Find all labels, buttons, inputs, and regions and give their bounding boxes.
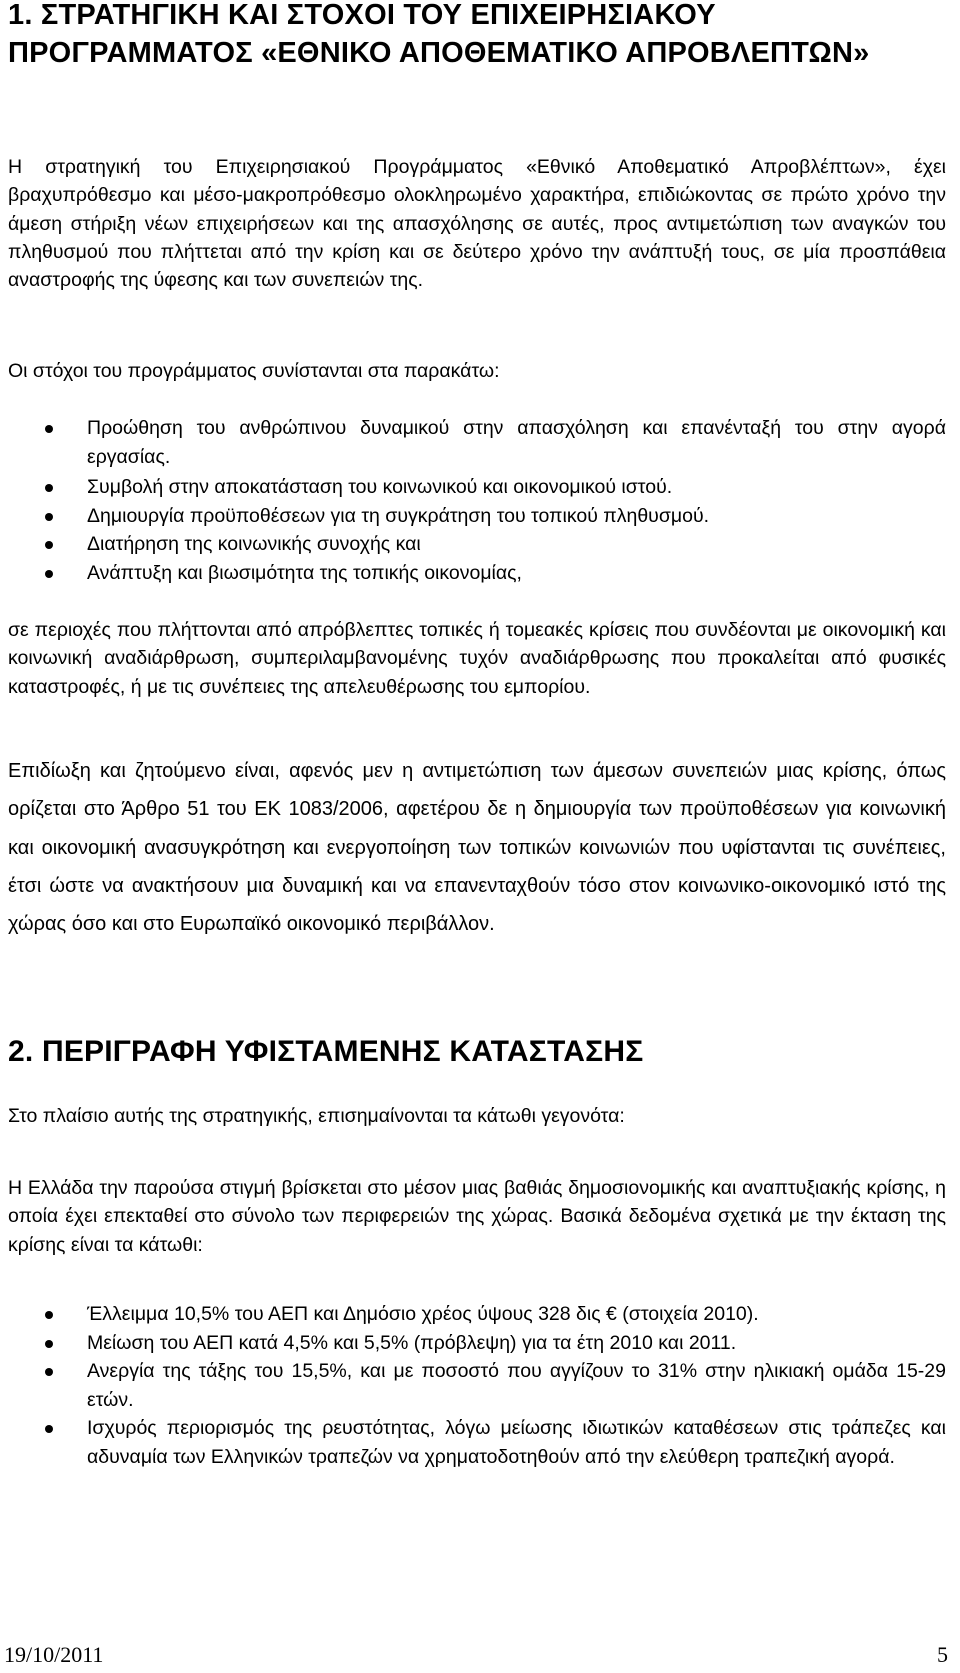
objectives-intro: Οι στόχοι του προγράμματος συνίστανται στα παρακάτω: xyxy=(8,360,500,382)
bullet-icon xyxy=(45,570,53,578)
bullet-icon xyxy=(45,1311,53,1319)
list-item-text: Συμβολή στην αποκατάσταση του κοινωνικού και οικονομικού ιστού. xyxy=(87,476,673,498)
bullet-icon xyxy=(45,1340,53,1348)
bullet-icon xyxy=(45,1368,53,1376)
list-item xyxy=(0,1414,960,1471)
section-2-intro: Στο πλαίσιο αυτής της στρατηγικής, επισημαίνονται τα κάτωθι γεγονότα: xyxy=(8,1105,625,1127)
bullet-icon xyxy=(45,484,53,492)
list-item xyxy=(0,559,960,588)
strategy-paragraph: Η στρατηγική του Επιχειρησιακού Προγράμματος «Εθνικό Αποθεματικό Απροβλέπτων», έχει βραχυπρόθεσμο και μέσο-μακροπρόθεσμο ολοκληρωμένο χαρακτήρα, επιδιώκοντας σε πρώτο χρόνο την άμεση στήριξη νέων επιχειρήσεων και της απασχόλησης σε αυτές, προς αντιμετώπιση των αναγκών του πληθυσμού που πλήττεται από την κρίση και σε δεύτερο χρόνο την ανάπτυξή τους, σε μία προσπάθεια αναστροφής της ύφεσης και των συνεπειών της. xyxy=(8,156,946,292)
bullet-icon xyxy=(45,1425,53,1433)
list-item xyxy=(0,1300,960,1329)
section-1-heading: 1. ΣΤΡΑΤΗΓΙΚΗ ΚΑΙ ΣΤΟΧΟΙ ΤΟΥ ΕΠΙΧΕΙΡΗΣΙΑΚΟΥ ΠΡΟΓΡΑΜΜΑΤΟΣ «ΕΘΝΙΚΟ ΑΠΟΘΕΜΑΤΙΚΟ ΑΠΡΟΒΛΕΠΤΩΝ» xyxy=(8,0,870,69)
bullet-icon xyxy=(45,425,53,433)
list-item-text: Ανάπτυξη και βιωσιμότητα της τοπικής οικονομίας, xyxy=(87,561,522,584)
list-item-text: Ανεργία της τάξης του 15,5%, και με ποσοστό που αγγίζουν το 31% στην ηλικιακή ομάδα 15-29 ετών. xyxy=(87,1360,946,1411)
bullet-icon xyxy=(45,541,53,549)
section-2-heading: 2. ΠΕΡΙΓΡΑΦΗ ΥΦΙΣΤΑΜΕΝΗΣ ΚΑΤΑΣΤΑΣΗΣ xyxy=(8,1035,644,1068)
footer-date: 19/10/2011 xyxy=(4,1642,104,1667)
list-item xyxy=(0,414,960,471)
affected-areas-paragraph: σε περιοχές που πλήττονται από απρόβλεπτες τοπικές ή τομεακές κρίσεις που συνδέονται με οικονομική και κοινωνική αναδιάρθρωση, συμπεριλαμβανομένης τυχόν αναδιάρθρωσης που προκαλείται από φυσικές καταστροφές, ή με τις συνέπειες της απελευθέρωσης του εμπορίου. xyxy=(8,619,946,698)
crisis-context-paragraph: Η Ελλάδα την παρούσα στιγμή βρίσκεται στο μέσον μιας βαθιάς δημοσιονομικής και αναπτυξιακής κρίσης, η οποία έχει επεκταθεί στο σύνολο των περιφερειών της χώρας. Βασικά δεδομένα σχετικά με την έκταση της κρίσης είναι τα κάτωθι: xyxy=(8,1177,946,1256)
list-item-text: Διατήρηση της κοινωνικής συνοχής και xyxy=(87,533,421,555)
list-item xyxy=(0,530,960,559)
objectives-list xyxy=(0,414,960,587)
crisis-facts-list xyxy=(0,1300,960,1471)
list-item-text: Δημιουργία προϋποθέσεων για τη συγκράτηση του τοπικού πληθυσμού. xyxy=(87,504,710,527)
list-item xyxy=(0,1329,960,1358)
list-item-text: Προώθηση του ανθρώπινου δυναμικού στην απασχόληση και επανένταξή του στην αγορά εργασίας. xyxy=(87,417,946,468)
page-number: 5 xyxy=(937,1642,948,1667)
list-item-text: Έλλειμμα 10,5% του ΑΕΠ και Δημόσιο χρέος ύψους 328 δις € (στοιχεία 2010). xyxy=(87,1303,759,1325)
list-item-text: Μείωση του ΑΕΠ κατά 4,5% και 5,5% (πρόβλεψη) για τα έτη 2010 και 2011. xyxy=(87,1331,737,1354)
bullet-icon xyxy=(45,513,53,521)
list-item xyxy=(0,473,960,502)
goal-paragraph: Επιδίωξη και ζητούμενο είναι, αφενός μεν η αντιμετώπιση των άμεσων συνεπειών μιας κρίσης, όπως ορίζεται στο Άρθρο 51 του ΕΚ 1083/2006, αφετέρου δε η δημιουργία των προϋποθέσεων για κοινωνική και οικονομική ανασυγκρότηση και ενεργοποίηση των τοπικών κοινωνιών που υφίστανται τις συνέπειες, έτσι ώστε να ανακτήσουν μια δυναμική και να επανενταχθούν τόσο στον κοινωνικο-οικονομικό ιστό της χώρας όσο και στο Ευρωπαϊκό οικονομικό περιβάλλον. xyxy=(8,760,946,936)
list-item xyxy=(0,1357,960,1414)
list-item-text: Ισχυρός περιορισμός της ρευστότητας, λόγω μείωσης ιδιωτικών καταθέσεων στις τράπεζες και αδυναμία των Ελληνικών τραπεζών να χρηματοδοτηθούν από την ελεύθερη τραπεζική αγορά. xyxy=(87,1417,946,1468)
list-item xyxy=(0,502,960,531)
